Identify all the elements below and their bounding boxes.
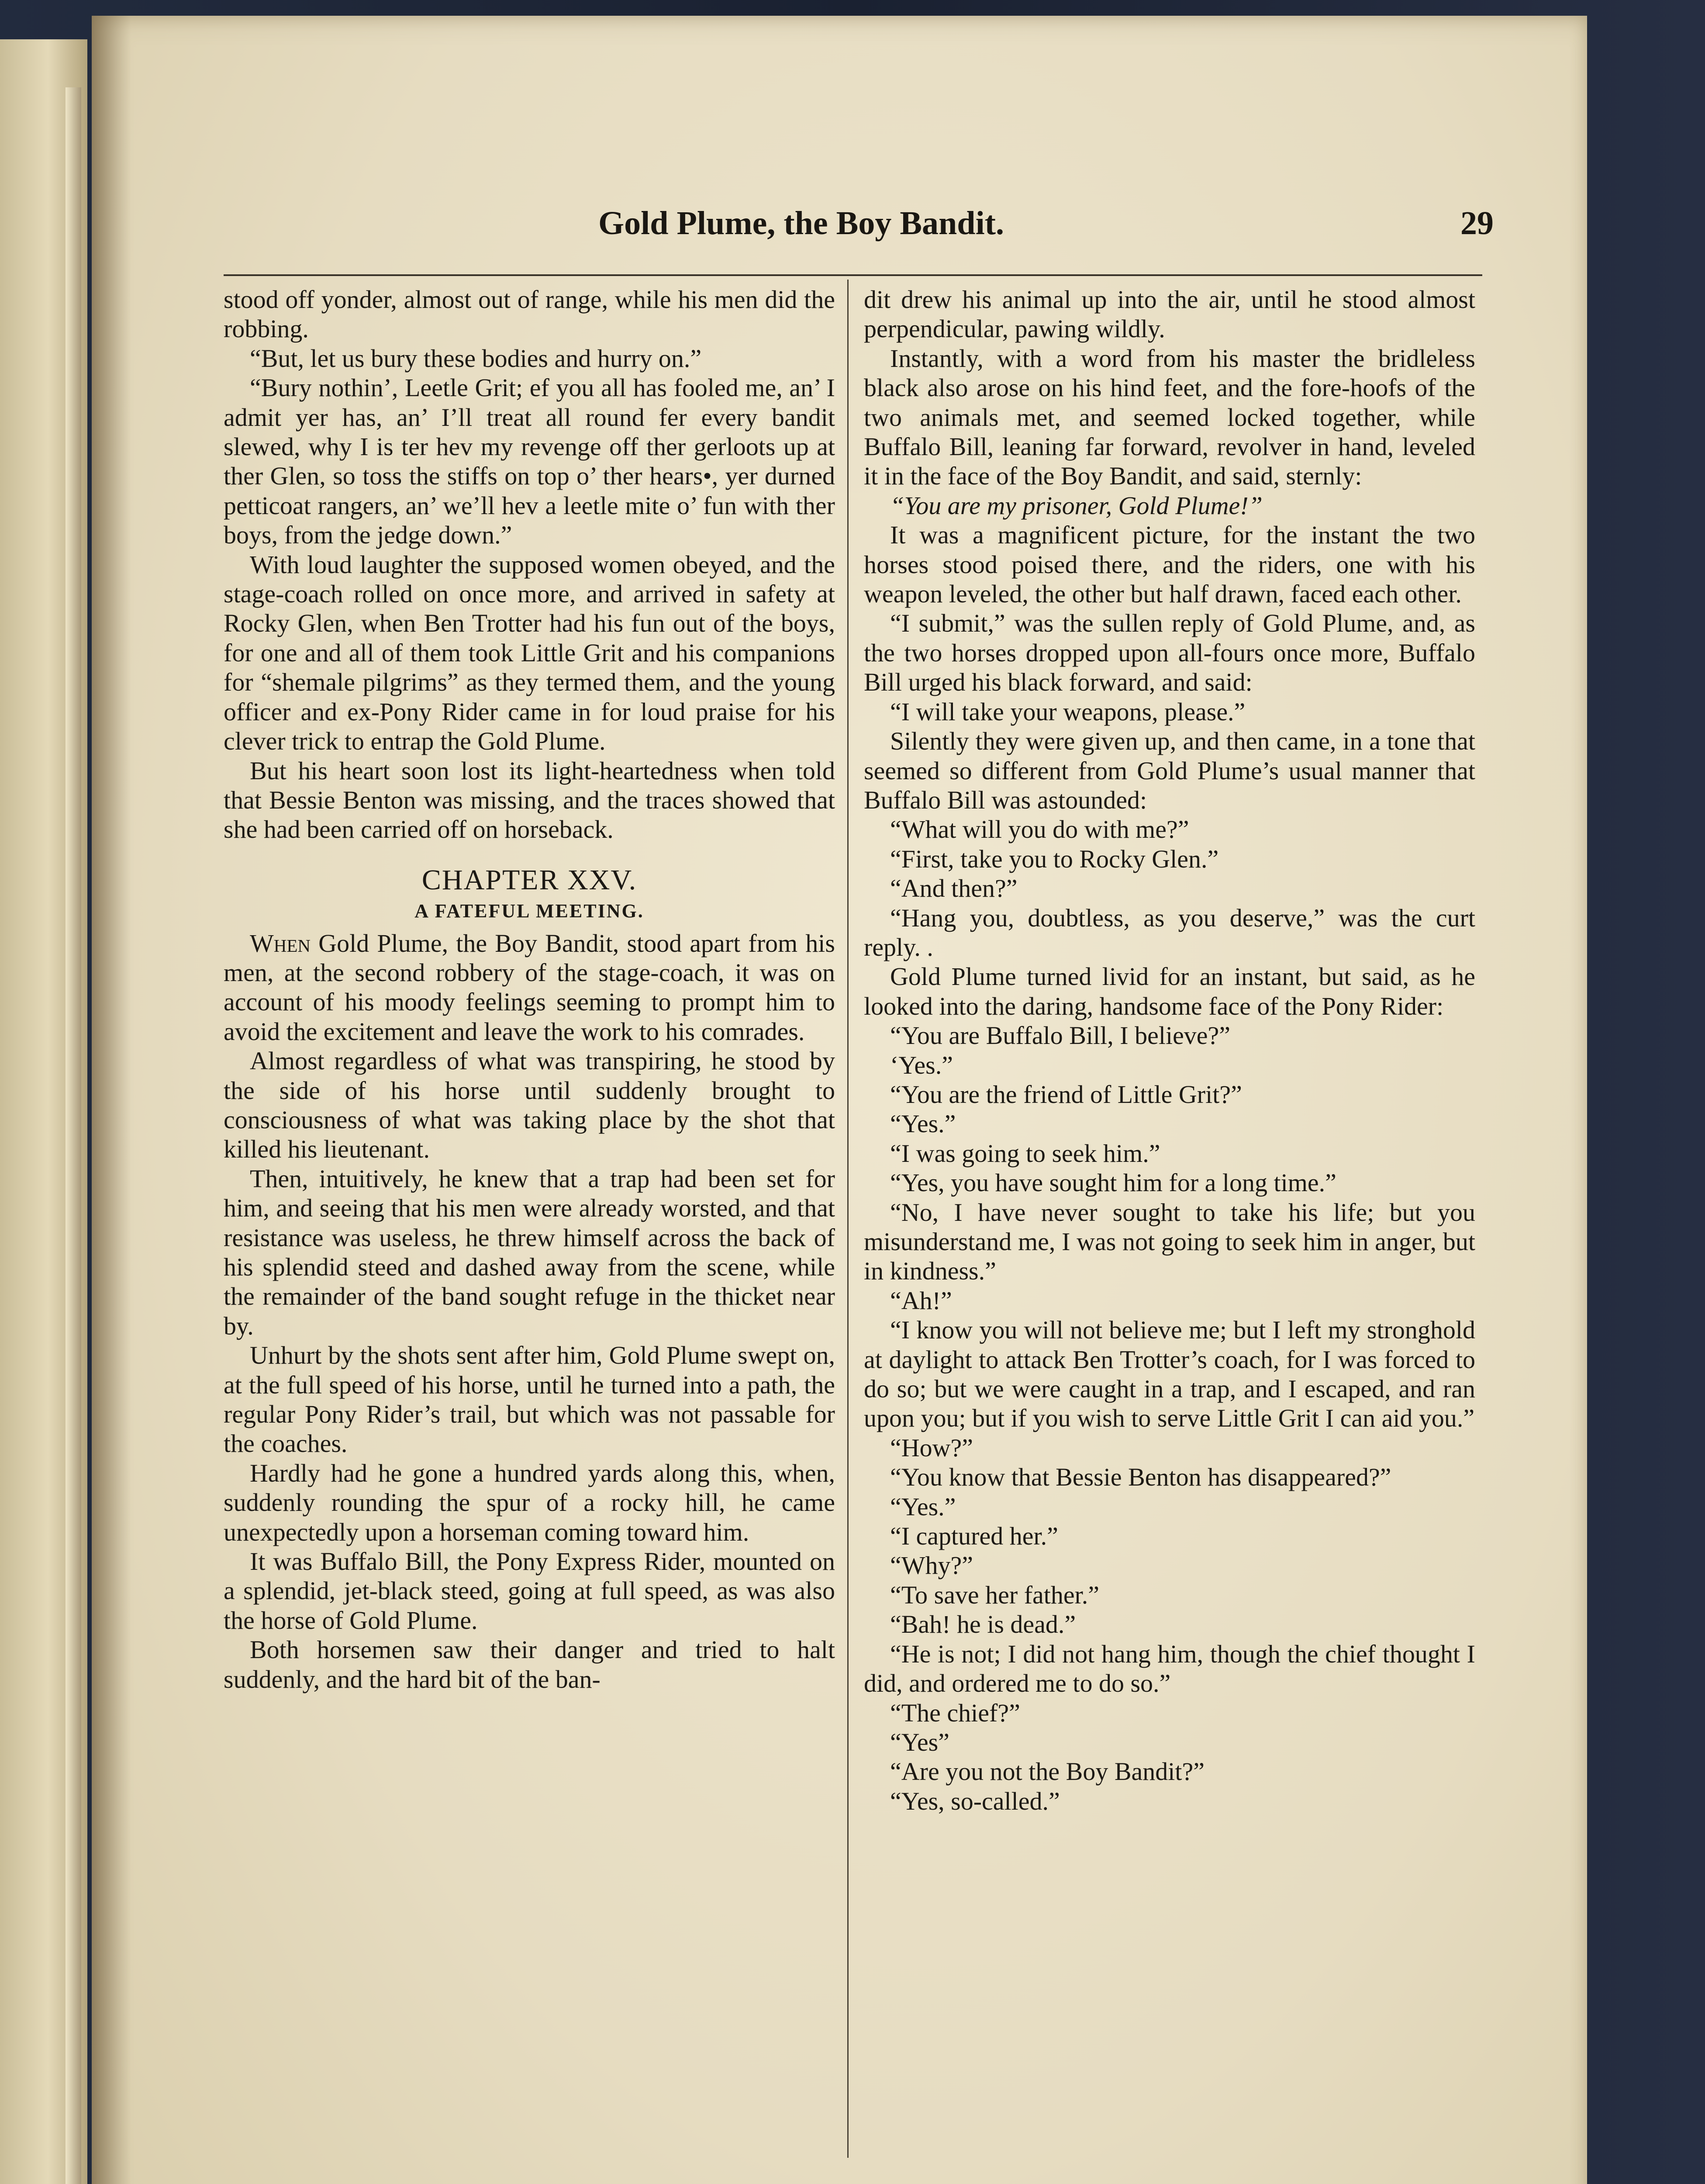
paragraph: “Yes.”	[890, 1492, 956, 1521]
page-number: 29	[1460, 205, 1494, 242]
paragraph: “You are Buffalo Bill, I believe?”	[890, 1021, 1231, 1050]
paragraph: It was Buffalo Bill, the Pony Express Rider, mounted on a splendid, jet-black steed, going at full speed, as was also the horse of Gold Plume.	[224, 1547, 835, 1635]
paragraph: “How?”	[890, 1433, 973, 1462]
gutter-shadow	[92, 16, 131, 2184]
paragraph: “Bury nothin’, Leetle Grit; ef you all has fooled me, an’ I admit yer has, an’ I’ll treat all round fer every bandit slewed, why I is ter hev my revenge off ther gerloots up at ther Glen, so toss the stiffs on top o’ ther hears•, yer durned petticoat rangers, an’ we’ll hev a leetle mite o’ fun with ther boys, from the jedge down.”	[224, 373, 835, 549]
header-rule	[224, 274, 1482, 276]
drop-word: When	[250, 929, 311, 957]
paragraph: “I will take your weapons, please.”	[890, 697, 1246, 726]
paragraph: “You are the friend of Little Grit?”	[890, 1080, 1242, 1109]
paragraph: “Yes, you have sought him for a long time.”	[890, 1168, 1336, 1197]
right-column	[864, 285, 1475, 1816]
paragraph: It was a magnificent picture, for the instant the two horses stood poised there, and the riders, one with his weapon leveled, the other but half drawn, faced each other.	[864, 521, 1475, 608]
paragraph: Instantly, with a word from his master the bridleless black also arose on his hind feet, and the fore-hoofs of the two animals met, and seemed locked together, while Buffalo Bill, leaning far forward, revolver in hand, leveled it in the face of the Boy Bandit, and said, sternly:	[864, 344, 1475, 491]
paragraph: “He is not; I did not hang him, though the chief thought I did, and ordered me to do so.”	[864, 1639, 1475, 1698]
paragraph: “Ah!”	[890, 1286, 952, 1315]
facing-page-fold	[66, 87, 81, 2184]
paragraph: “Bah! he is dead.”	[890, 1610, 1076, 1639]
paragraph: “You know that Bessie Benton has disappeared?”	[890, 1463, 1391, 1492]
paragraph: “Yes.”	[890, 1109, 956, 1138]
paragraph: “I submit,” was the sullen reply of Gold Plume, and, as the two horses dropped upon all-fours once more, Buffalo Bill urged his black forward, and said:	[864, 609, 1475, 697]
paragraph: Both horsemen saw their danger and tried to halt suddenly, and the hard bit of the ban-	[224, 1635, 835, 1693]
paragraph: “I was going to seek him.”	[890, 1139, 1160, 1168]
paragraph: “To save her father.”	[890, 1580, 1100, 1609]
paragraph: Almost regardless of what was transpiring, he stood by the side of his horse until suddenly brought to consciousness of what was taking place by the shot that killed his lieutenant.	[224, 1047, 835, 1164]
paragraph: “Why?”	[890, 1551, 973, 1580]
paragraph: But his heart soon lost its light-heartedness when told that Bessie Benton was missing, and the traces showed that she had been carried off on horseback.	[224, 756, 835, 844]
paragraph: With loud laughter the supposed women obeyed, and the stage-coach rolled on once more, and arrived in safety at Rocky Glen, when Ben Trotter had his fun out of the boys, for one and all of them took Little Grit and his companions for “shemale pilgrims” as they termed them, and the young officer and ex-Pony Rider came in for loud praise for his clever trick to entrap the Gold Plume.	[224, 550, 835, 756]
paragraph: “Yes”	[890, 1728, 949, 1756]
paragraph: Gold Plume turned livid for an instant, but said, as he looked into the daring, handsome face of the Pony Rider:	[864, 962, 1475, 1020]
paragraph: “Hang you, doubtless, as you deserve,” was the curt reply. .	[864, 903, 1475, 961]
paragraph: “But, let us bury these bodies and hurry on.”	[250, 344, 702, 373]
chapter-opening-paragraph	[224, 929, 835, 1047]
paragraph: “The chief?”	[890, 1698, 1020, 1727]
column-divider	[847, 280, 849, 2158]
paragraph: “I know you will not believe me; but I left my stronghold at daylight to attack Ben Trotter’s coach, for I was forced to do so; but we were caught in a trap, and I escaped, and ran upon you; but if you wish to serve Little Grit I can aid you.”	[864, 1316, 1475, 1433]
paragraph	[864, 491, 1475, 520]
paragraph: “No, I have never sought to take his life; but you misunderstand me, I was not going to seek him in anger, but in kindness.”	[864, 1198, 1475, 1286]
paragraph: ‘Yes.”	[890, 1051, 953, 1079]
paragraph: “And then?”	[890, 874, 1018, 903]
italic-quote: “You are my prisoner, Gold Plume!”	[890, 491, 1263, 520]
paragraph: “Are you not the Boy Bandit?”	[890, 1757, 1205, 1786]
paragraph: Unhurt by the shots sent after him, Gold Plume swept on, at the full speed of his horse, until he turned into a path, the regular Pony Rider’s trail, but which was not passable for the coaches.	[224, 1341, 835, 1458]
paragraph: Hardly had he gone a hundred yards along this, when, suddenly rounding the spur of a rocky hill, he came unexpectedly upon a horseman coming toward him.	[224, 1458, 835, 1546]
chapter-title: CHAPTER XXV.	[421, 864, 637, 896]
paragraph: Silently they were given up, and then came, in a tone that seemed so different from Gold Plume’s usual manner that Buffalo Bill was astounded:	[864, 727, 1475, 814]
paragraph: “Yes, so-called.”	[890, 1787, 1060, 1815]
page-header	[598, 204, 1494, 252]
paragraph: “What will you do with me?”	[890, 815, 1189, 844]
chapter-subtitle: A FATEFUL MEETING.	[414, 900, 644, 922]
running-title: Gold Plume, the Boy Bandit.	[598, 205, 1004, 242]
paragraph: Then, intuitively, he knew that a trap had been set for him, and seeing that his men were already worsted, and that resistance was useless, he threw himself across the back of his splendid steed and dashed away from the scene, while the remainder of the band sought refuge in the thicket near by.	[224, 1164, 835, 1340]
paragraph: “First, take you to Rocky Glen.”	[890, 844, 1219, 873]
paragraph: “I captured her.”	[890, 1522, 1058, 1551]
paragraph: dit drew his animal up into the air, until he stood almost perpendicular, pawing wildly.	[864, 285, 1475, 343]
left-column	[224, 285, 835, 1694]
paragraph: stood off yonder, almost out of range, while his men did the robbing.	[224, 285, 835, 343]
opening-text: Gold Plume, the Boy Bandit, stood apart from his men, at the second robbery of the stage-coach, it was on account of his moody feelings seeming to prompt him to avoid the excitement and leave the work to his comrades.	[224, 929, 835, 1046]
